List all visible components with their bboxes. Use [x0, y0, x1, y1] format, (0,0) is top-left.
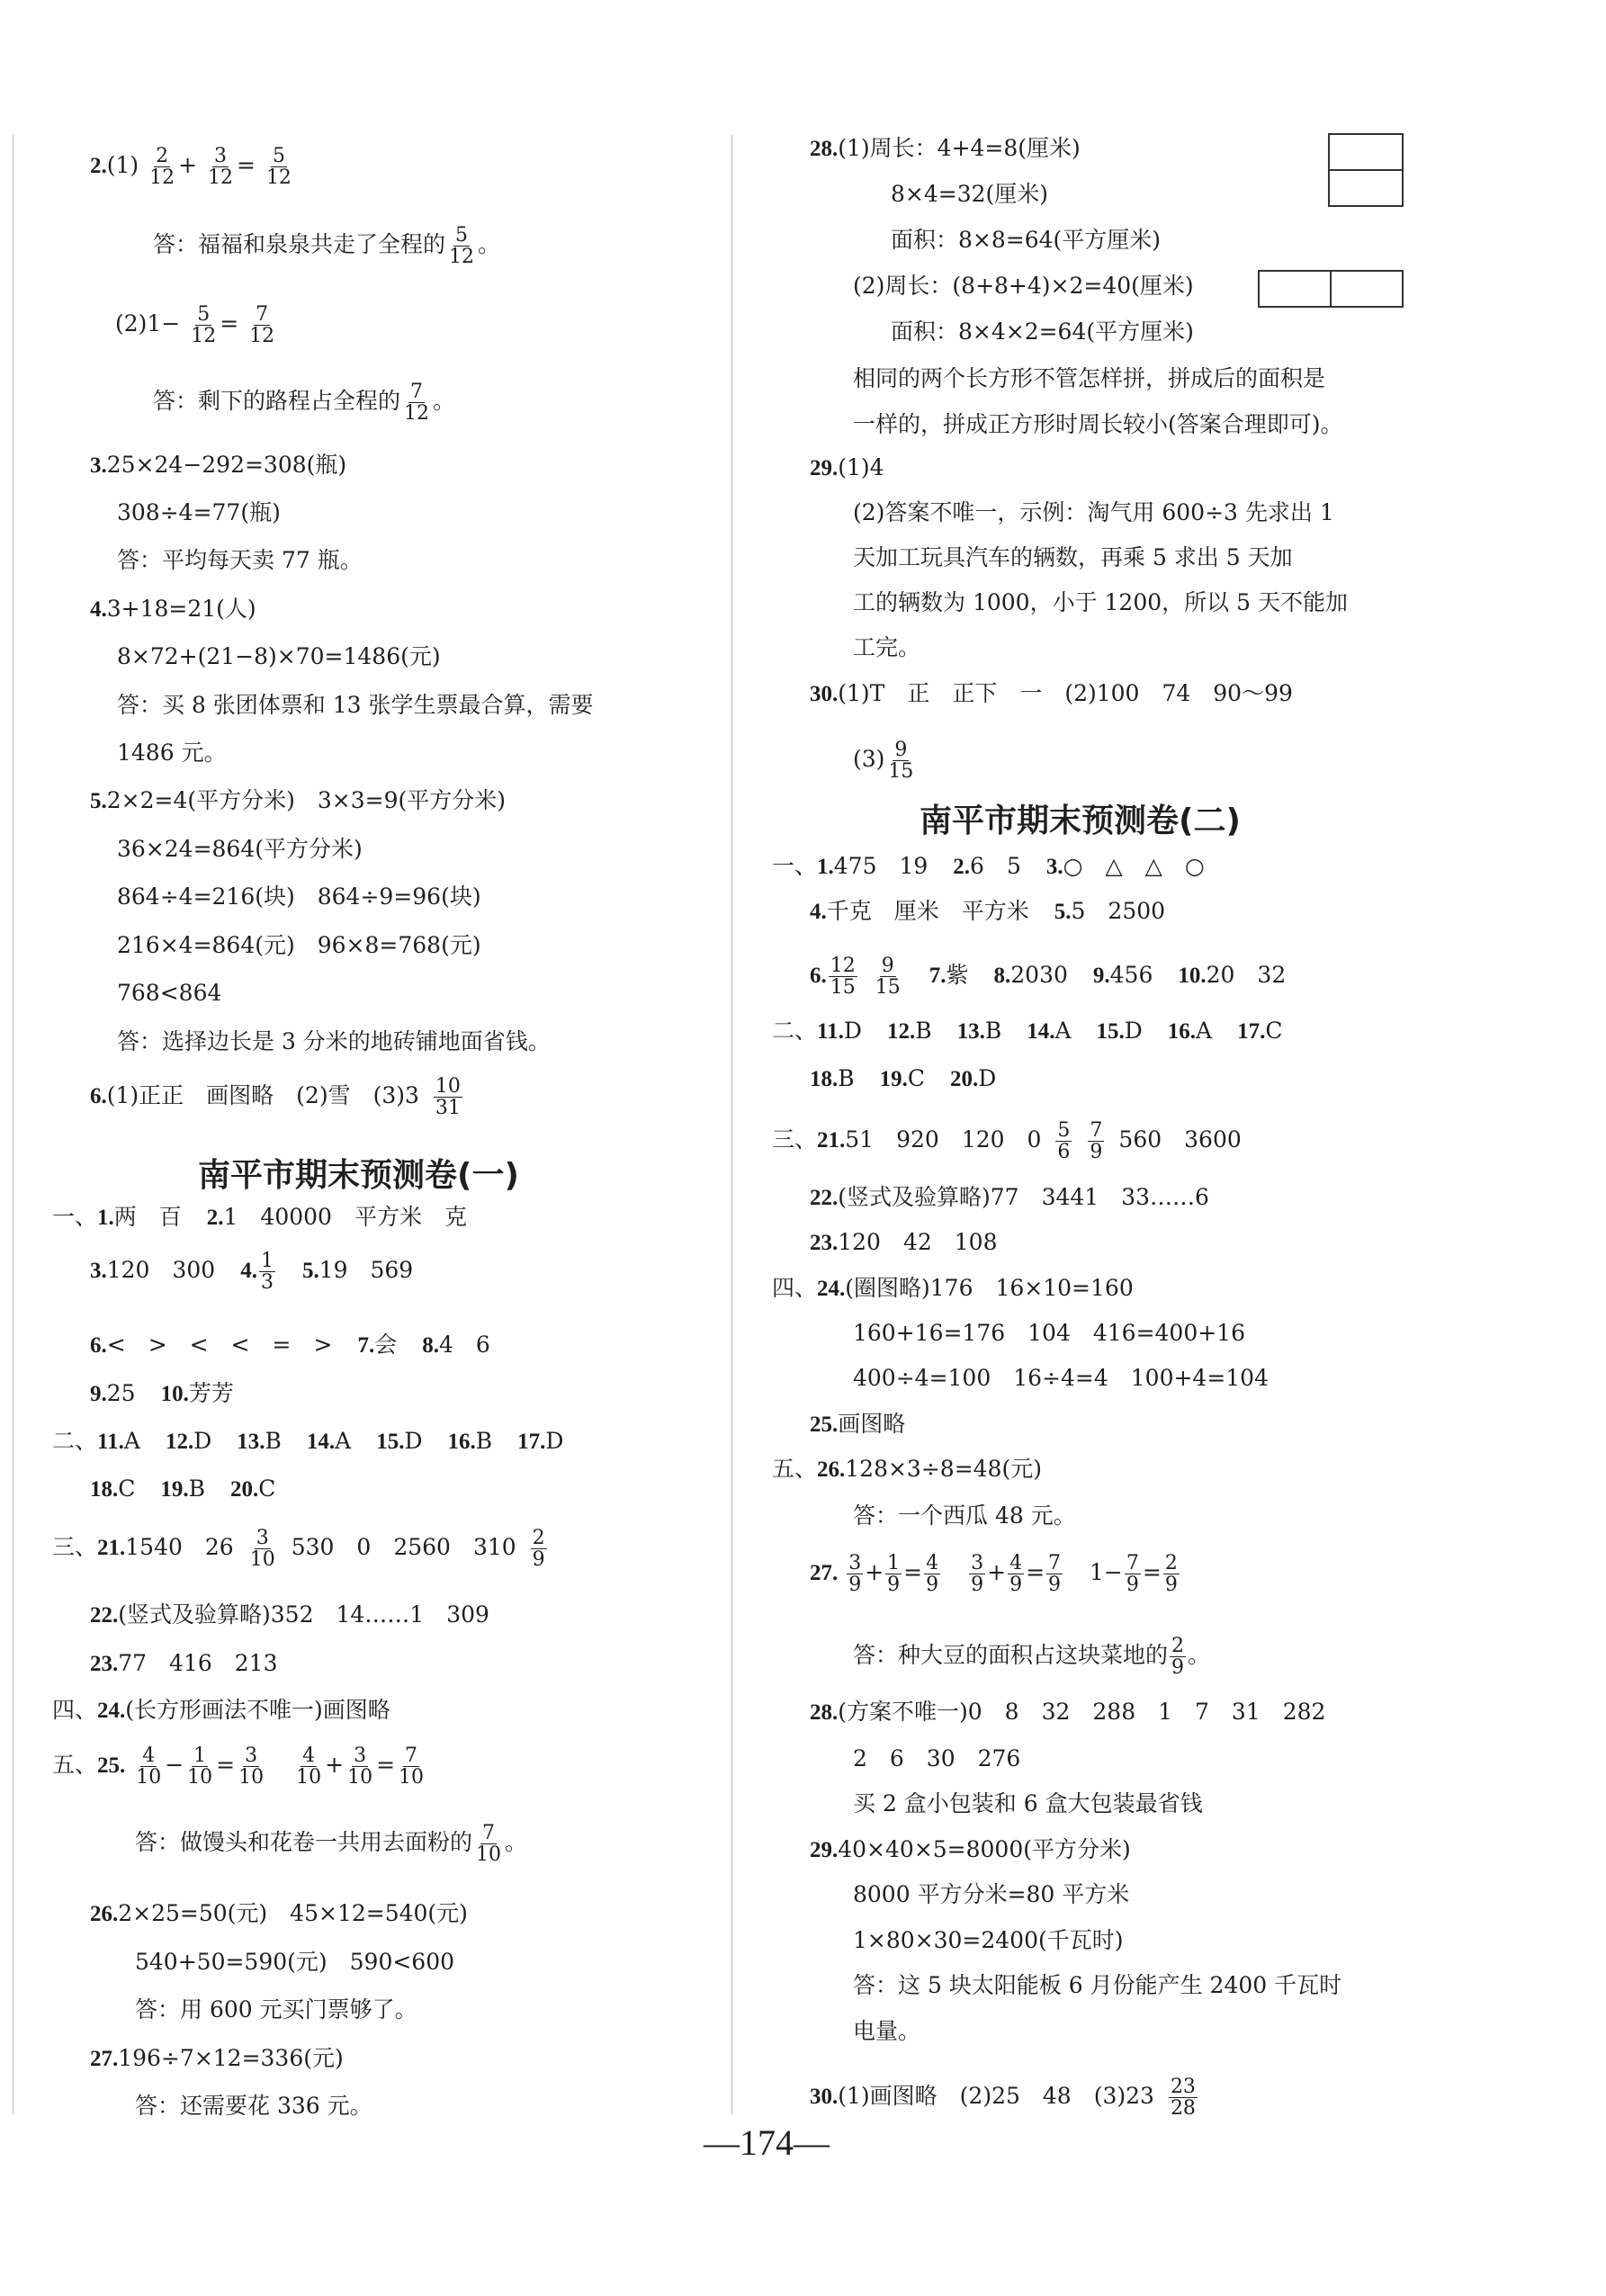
- e2-row5: 18.B 19.C 20.D: [810, 1065, 997, 1091]
- e2-row1: 一、1.475 19 2.6 5 3.○ △ △ ○: [772, 853, 1205, 879]
- e1-row17: 答：还需要花 336 元。: [135, 2093, 372, 2119]
- e2-row2: 4.千克 厘米 平方米 5.5 2500: [810, 898, 1166, 924]
- e2-row7: 22.(竖式及验算略)77 3441 33……6: [810, 1184, 1209, 1210]
- q5-line1: 5.2×2=4(平方分米) 3×3=9(平方分米): [90, 787, 506, 813]
- page-number: —174—: [704, 2122, 830, 2163]
- q28-line4: (2)周长：(8+8+4)×2=40(厘米): [853, 273, 1194, 299]
- e1-row8: 22.(竖式及验算略)352 14……1 309: [90, 1601, 489, 1628]
- q28-line1: 28.(1)周长：4+4=8(厘米): [810, 135, 1081, 161]
- e2-row16: 答：种大豆的面积占这块菜地的 $\frac{2}{9}$ 。: [853, 1635, 1211, 1680]
- q29-line3: 天加工玩具汽车的辆数，再乘 5 求出 5 天加: [853, 544, 1293, 570]
- e2-row10: 160+16=176 104 416=400+16: [853, 1320, 1245, 1346]
- q5-line3: 864÷4=216(块) 864÷9=96(块): [117, 883, 481, 910]
- square-bottom-rect: [1328, 169, 1404, 207]
- q4-line2: 8×72+(21−8)×70=1486(元): [117, 643, 441, 669]
- q2-line2: (2)1− $\frac{5}{12}$ = $\frac{7}{12}$: [115, 303, 275, 348]
- e2-row12: 25.画图略: [810, 1411, 906, 1437]
- e2-row19: 买 2 盒小包装和 6 盒大包装最省钱: [853, 1790, 1203, 1816]
- e1-row3: 6.< > < < = > 7.会 8.4 6: [90, 1332, 490, 1358]
- e2-row21: 8000 平方分米=80 平方米: [853, 1881, 1130, 1907]
- e2-row24: 电量。: [853, 2018, 921, 2044]
- e2-row18: 2 6 30 276: [853, 1745, 1021, 1771]
- e1-row11: 五、25. $\frac{4}{10}$ − $\frac{1}{10}$ = $\frac{3}{10}$ $\frac{4}{10}$ + $\frac{3}{10}$ = $\frac{7}{10}$: [52, 1744, 425, 1789]
- e2-row4: 二、11.D 12.B 13.B 14.A 15.D 16.A 17.C: [772, 1018, 1283, 1044]
- e2-row11: 400÷4=100 16÷4=4 100+4=104: [853, 1365, 1269, 1391]
- e1-row1: 一、1.两 百 2.1 40000 平方米 克: [52, 1204, 467, 1230]
- q2-answer2: 答：剩下的路程占全程的 $\frac{7}{12}$ 。: [153, 381, 456, 426]
- long-rect-right: [1330, 270, 1404, 308]
- q6-line: 6.(1)正正 画图略 (2)雪 (3)3 $\frac{10}{31}$: [90, 1075, 461, 1120]
- q5-line6: 答：选择边长是 3 分米的地砖铺地面省钱。: [117, 1028, 551, 1054]
- q28-line2: 8×4=32(厘米): [891, 181, 1049, 207]
- e1-row12: 答：做馒头和花卷一共用去面粉的 $\frac{7}{10}$ 。: [135, 1822, 528, 1867]
- q2-line1: 2.(1) $\frac{2}{12}$ + $\frac{3}{12}$ = $\frac{5}{12}$: [90, 145, 292, 190]
- e1-row16: 27.196÷7×12=336(元): [90, 2045, 344, 2071]
- e2-row13: 五、26.128×3÷8=48(元): [772, 1456, 1042, 1482]
- e1-row10: 四、24.(长方形画法不唯一)画图略: [52, 1697, 390, 1723]
- q5-line4: 216×4=864(元) 96×8=768(元): [117, 932, 481, 958]
- q5-line2: 36×24=864(平方分米): [117, 836, 363, 862]
- e1-row6: 18.C 19.B 20.C: [90, 1475, 276, 1502]
- e2-row14: 答：一个西瓜 48 元。: [853, 1502, 1076, 1529]
- q3-line2: 308÷4=77(瓶): [117, 499, 281, 525]
- e2-row23: 答：这 5 块太阳能板 6 月份能产生 2400 千瓦时: [853, 1972, 1342, 1998]
- e2-row17: 28.(方案不唯一)0 8 32 288 1 7 31 282: [810, 1699, 1326, 1725]
- e2-row25: 30.(1)画图略 (2)25 48 (3)23 $\frac{23}{28}$: [810, 2076, 1196, 2121]
- e1-row13: 26.2×25=50(元) 45×12=540(元): [90, 1900, 468, 1926]
- e2-row15: 27. $\frac{3}{9}$ + $\frac{1}{9}$ = $\frac{4}{9}$ $\frac{3}{9}$ + $\frac{4}{9}$ = $\frac{7}{9}$ 1− $\frac{7}{9}$ = $\frac{2}{9}$: [810, 1552, 1178, 1597]
- q30-line2: (3) $\frac{9}{15}$: [853, 739, 914, 784]
- e1-row15: 答：用 600 元买门票够了。: [135, 1996, 417, 2022]
- q3-line3: 答：平均每天卖 77 瓶。: [117, 547, 363, 573]
- q29-line5: 工完。: [853, 634, 921, 660]
- q28-line6: 相同的两个长方形不管怎样拼，拼成后的面积是: [853, 365, 1326, 391]
- e2-row6: 三、21.51 920 120 0 $\frac{5}{6}$ $\frac{7}{9}$ 560 3600: [772, 1119, 1242, 1164]
- q5-line5: 768<864: [117, 980, 222, 1006]
- e2-row22: 1×80×30=2400(千瓦时): [853, 1927, 1124, 1953]
- exam2-title: 南平市期末预测卷(二): [920, 803, 1241, 839]
- e1-row5: 二、11.A 12.D 13.B 14.A 15.D 16.B 17.D: [52, 1428, 564, 1454]
- e2-row20: 29.40×40×5=8000(平方分米): [810, 1836, 1131, 1862]
- column-divider: [731, 135, 732, 2114]
- long-rect-left: [1258, 270, 1332, 308]
- q3-line1: 3.25×24−292=308(瓶): [90, 452, 347, 478]
- q29-line1: 29.(1)4: [810, 454, 884, 480]
- e1-row9: 23.77 416 213: [90, 1650, 278, 1676]
- e2-row9: 四、24.(圈图略)176 16×10=160: [772, 1275, 1134, 1301]
- q28-line7: 一样的，拼成正方形时周长较小(答案合理即可)。: [853, 411, 1343, 437]
- q29-line2: (2)答案不唯一，示例：淘气用 600÷3 先求出 1: [853, 499, 1334, 525]
- e1-row14: 540+50=590(元) 590<600: [135, 1949, 455, 1975]
- e1-row4: 9.25 10.芳芳: [90, 1380, 234, 1406]
- q28-line5: 面积：8×4×2=64(平方厘米): [891, 318, 1194, 345]
- e2-row8: 23.120 42 108: [810, 1229, 998, 1255]
- e1-row7: 三、21.1540 26 $\frac{3}{10}$ 530 0 2560 310 $\frac{2}{9}$: [52, 1527, 545, 1572]
- exam1-title: 南平市期末预测卷(一): [198, 1157, 519, 1194]
- q30-line1: 30.(1)T 正 正下 一 (2)100 74 90～99: [810, 680, 1293, 706]
- e2-row3: 6. $\frac{12}{15}$ $\frac{9}{15}$ 7.紫 8.2030 9.456 10.20 32: [810, 955, 1287, 1000]
- q4-line1: 4.3+18=21(人): [90, 596, 256, 622]
- q2-answer1: 答：福福和泉泉共走了全程的 $\frac{5}{12}$ 。: [153, 224, 501, 269]
- q4-line3: 答：买 8 张团体票和 13 张学生票最合算，需要: [117, 692, 594, 718]
- e1-row2: 3.120 300 4. $\frac{1}{3}$ 5.19 569: [90, 1250, 414, 1295]
- q28-line3: 面积：8×8=64(平方厘米): [891, 227, 1162, 253]
- q4-line4: 1486 元。: [117, 740, 227, 766]
- square-top-rect: [1328, 133, 1404, 171]
- q29-line4: 工的辆数为 1000，小于 1200，所以 5 天不能加: [853, 589, 1348, 615]
